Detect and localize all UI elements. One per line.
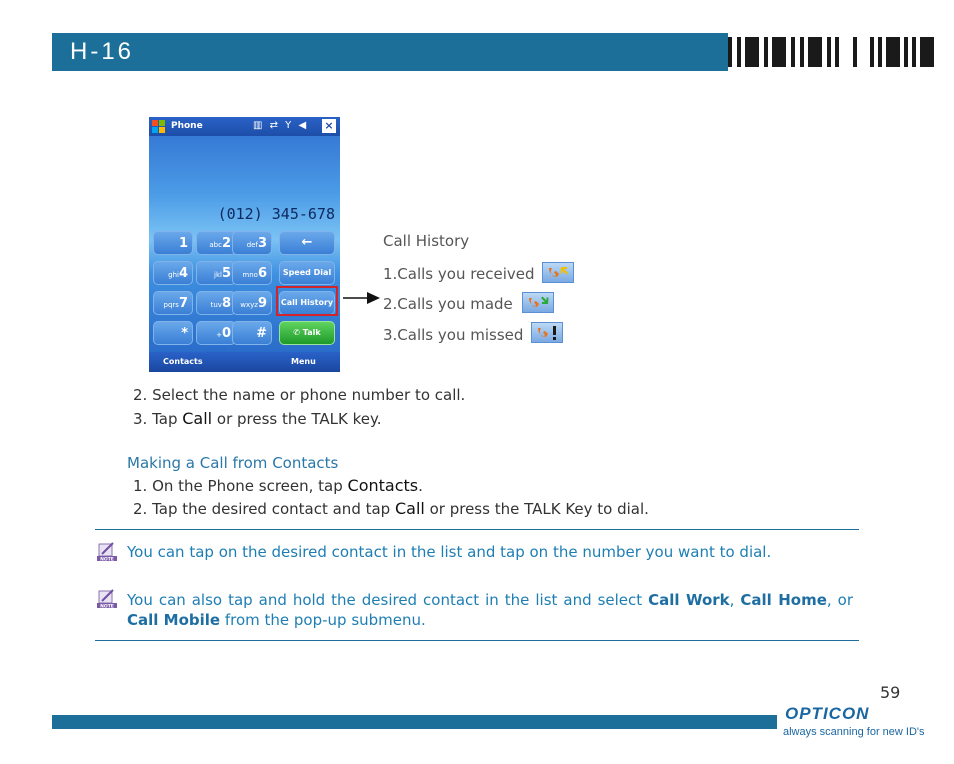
note-1-text: You can tap on the desired contact in the list and tap on the number you want to dial. <box>127 543 772 561</box>
calls-received-label: 1.Calls you received <box>383 265 535 283</box>
key-5[interactable]: jkl5 <box>196 261 236 285</box>
calls-made-label: 2.Calls you made <box>383 295 513 313</box>
opticon-logo: OPTICON <box>785 704 870 723</box>
step-call-contact: 2. Tap the desired contact and tap Call or press the TALK Key to dial. <box>133 499 649 518</box>
backspace-key[interactable]: ← <box>279 231 335 255</box>
phone-title: Phone <box>171 121 203 131</box>
calls-made-icon <box>522 292 554 313</box>
note-2-text: You can also tap and hold the desired contact in the list and select Call Work, Call Home, or Call Mobile from the pop-up submenu. <box>127 591 853 629</box>
svg-text:NOTE: NOTE <box>100 604 114 608</box>
close-icon[interactable]: × <box>322 119 336 133</box>
windows-start-icon[interactable] <box>152 120 166 133</box>
key-hash[interactable]: # <box>232 321 272 345</box>
divider-top <box>95 529 859 530</box>
header-bar <box>52 33 839 71</box>
speed-dial-button[interactable]: Speed Dial <box>279 261 335 285</box>
key-3[interactable]: def3 <box>232 231 272 255</box>
key-8[interactable]: tuv8 <box>196 291 236 315</box>
phone-softkey-bar <box>149 352 340 372</box>
key-9[interactable]: wxyz9 <box>232 291 272 315</box>
calls-received-icon <box>542 262 574 283</box>
call-mobile-term: Call Mobile <box>127 611 221 629</box>
dialed-number: (012) 345-678 <box>217 205 335 223</box>
key-6[interactable]: mno6 <box>232 261 272 285</box>
call-history-highlight <box>276 286 338 316</box>
calls-missed-label: 3.Calls you missed <box>383 326 524 344</box>
key-1[interactable]: 1 <box>153 231 193 255</box>
key-4[interactable]: ghi4 <box>153 261 193 285</box>
divider-bottom <box>95 640 859 641</box>
call-home-term: Call Home <box>740 591 827 609</box>
step-select-contact: 2. Select the name or phone number to call. <box>133 386 466 404</box>
phone-screenshot <box>149 117 340 372</box>
key-7[interactable]: pqrs7 <box>153 291 193 315</box>
step-open-contacts: 1. On the Phone screen, tap Contacts. <box>133 476 423 495</box>
svg-text:NOTE: NOTE <box>100 557 114 561</box>
call-history-button[interactable]: Call History <box>279 291 335 315</box>
calls-missed-icon <box>531 322 563 343</box>
contacts-softkey[interactable]: Contacts <box>163 357 203 366</box>
menu-softkey[interactable]: Menu <box>291 357 316 366</box>
barcode-decoration <box>728 33 938 71</box>
phone-icon: ✆ <box>293 328 303 337</box>
section-heading: Making a Call from Contacts <box>127 454 339 472</box>
note-icon <box>97 541 117 561</box>
key-0[interactable]: +0 <box>196 321 236 345</box>
call-term: Call <box>182 409 213 428</box>
page-number: 59 <box>880 683 901 702</box>
status-icons: ▥ ⇄ Y ◀ <box>253 120 309 131</box>
step-tap-call: 3. Tap Call or press the TALK key. <box>133 409 382 428</box>
pointer-arrow <box>343 291 381 305</box>
call-term-2: Call <box>394 499 425 518</box>
talk-button[interactable]: ✆ Talk <box>279 321 335 345</box>
call-history-title: Call History <box>383 232 470 250</box>
key-2[interactable]: abc2 <box>196 231 236 255</box>
footer-bar <box>52 715 777 729</box>
key-star[interactable]: * <box>153 321 193 345</box>
contacts-term: Contacts <box>347 476 419 495</box>
brand-tagline: always scanning for new ID's <box>783 726 925 738</box>
call-work-term: Call Work <box>648 591 730 609</box>
note-icon-2 <box>97 588 117 608</box>
model-name: H-16 <box>70 38 135 65</box>
